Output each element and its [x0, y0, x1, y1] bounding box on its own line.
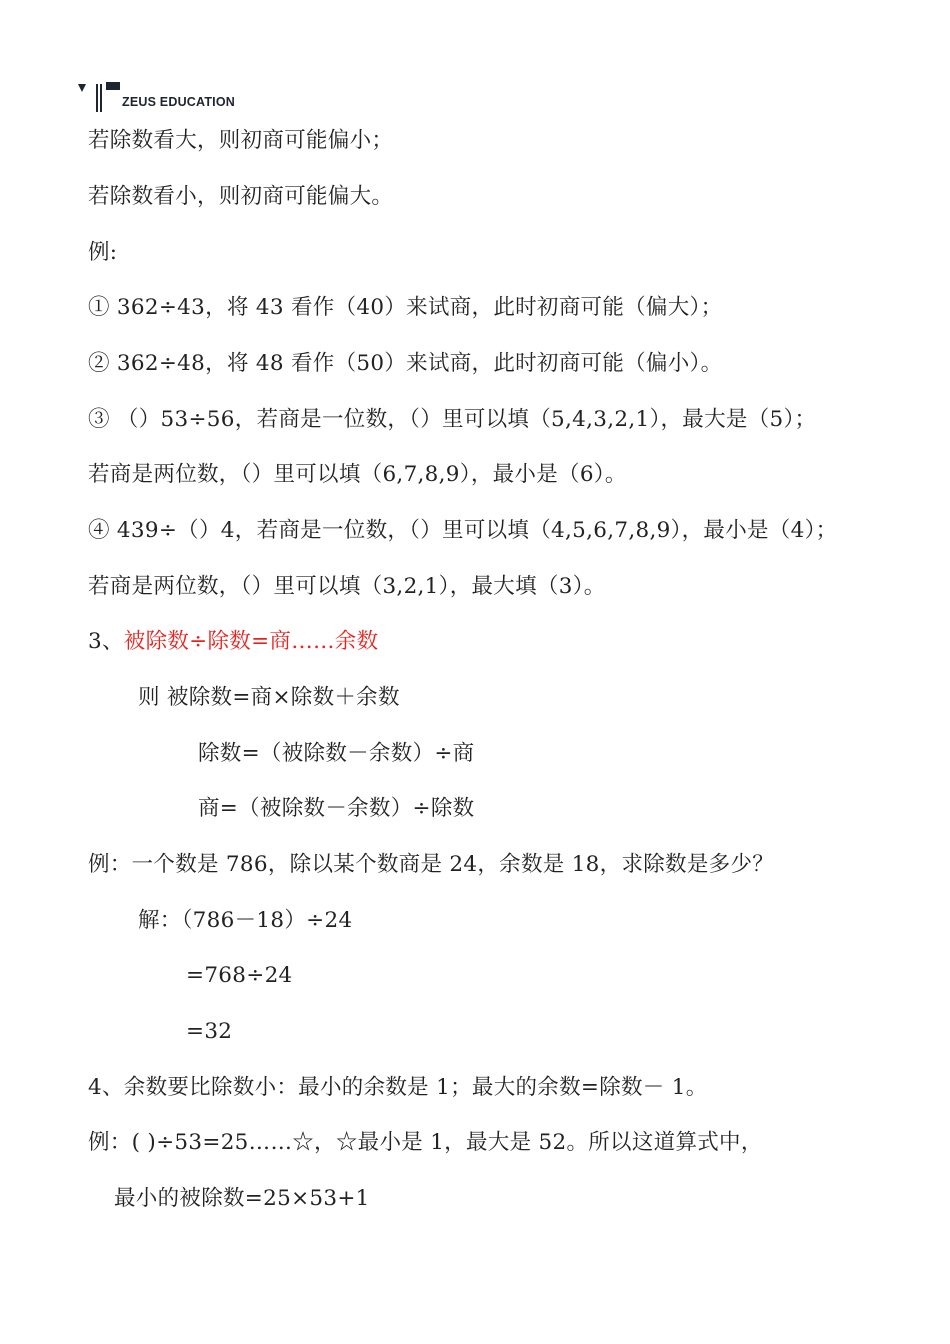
formula-line: 商=（被除数－余数）÷除数	[198, 796, 475, 821]
example-line: 最小的被除数=25×53+1	[114, 1186, 370, 1211]
example-line: 例：( )÷53=25……☆，☆最小是 1，最大是 52。所以这道算式中，	[88, 1130, 763, 1155]
rule-3-formula: 被除数÷除数=商……余数	[123, 629, 379, 654]
example-item: ② 362÷48，将 48 看作（50）来试商，此时初商可能（偏小）。	[88, 351, 723, 376]
text-line: 若除数看小，则初商可能偏大。	[88, 184, 394, 209]
zeus-education-logo	[76, 76, 246, 112]
example-question: 例：一个数是 786，除以某个数商是 24，余数是 18，求除数是多少？	[88, 852, 775, 877]
formula-line: 除数=（被除数－余数）÷商	[198, 741, 475, 766]
solution-step: =32	[186, 1019, 233, 1044]
rule-4: 4、余数要比除数小：最小的余数是 1；最大的余数=除数－ 1。	[88, 1075, 708, 1100]
rule-3	[88, 627, 378, 657]
solution-step: 解：（786－18）÷24	[138, 908, 353, 933]
text-line: 若商是两位数，（）里可以填（3,2,1），最大填（3）。	[88, 574, 606, 599]
logo-mark-icon	[76, 82, 120, 112]
rule-3-number: 3、	[88, 629, 124, 654]
example-item: ① 362÷43，将 43 看作（40）来试商，此时初商可能（偏大）；	[88, 295, 723, 320]
text-line: 若商是两位数，（）里可以填（6,7,8,9），最小是（6）。	[88, 462, 627, 487]
formula-line: 则 被除数=商×除数＋余数	[138, 685, 400, 710]
example-item: ③ （）53÷56，若商是一位数，（）里可以填（5,4,3,2,1），最大是（5）；	[88, 407, 817, 432]
brand-name: ZEUS EDUCATION	[122, 95, 235, 109]
text-line: 例:	[88, 240, 118, 265]
solution-step: =768÷24	[186, 963, 293, 988]
example-item: ④ 439÷（）4，若商是一位数，（）里可以填（4,5,6,7,8,9），最小是（4）；	[88, 518, 838, 543]
text-line: 若除数看大，则初商可能偏小；	[88, 128, 394, 153]
